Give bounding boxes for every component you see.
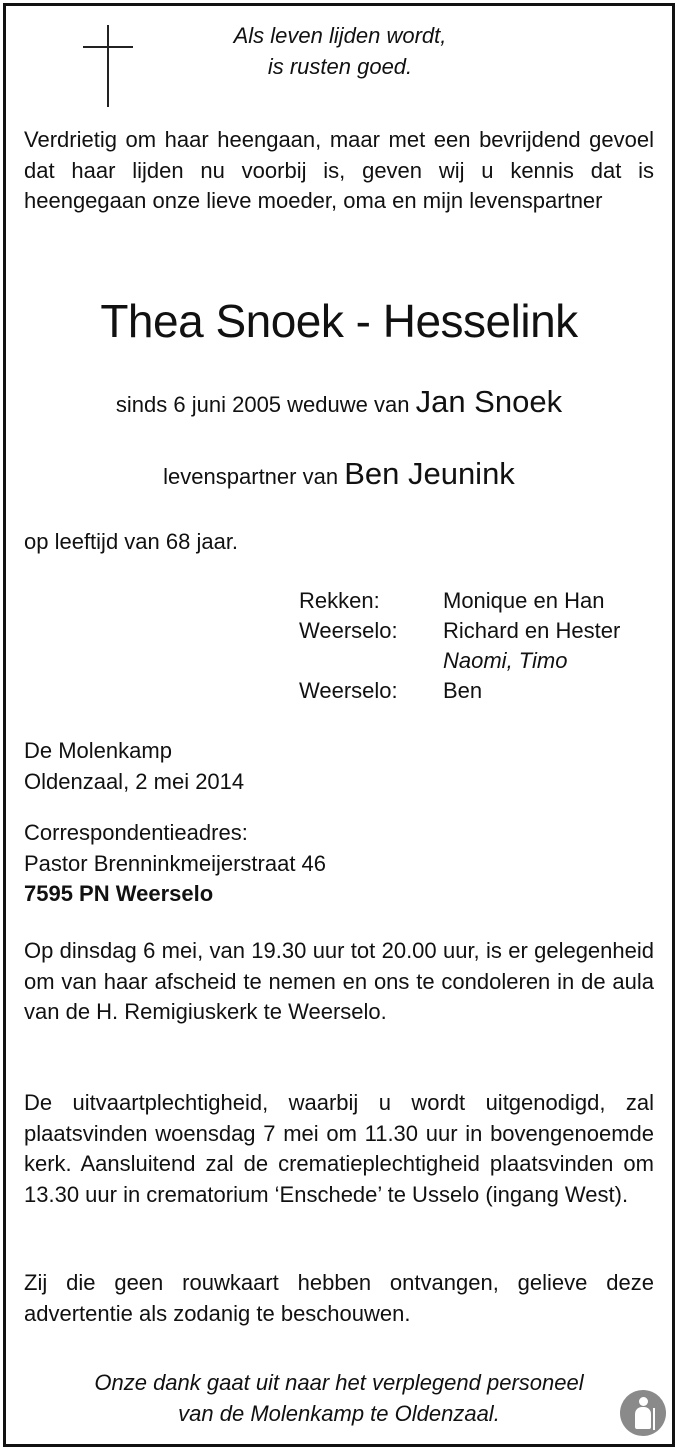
mourning-card-notice: Zij die geen rouwkaart hebben ontvangen, gelieve deze advertentie als zodanig te beschouwen. bbox=[24, 1270, 654, 1326]
relative-location: Rekken: bbox=[299, 588, 380, 613]
grandchildren-names: Naomi, Timo bbox=[443, 648, 568, 673]
motto-line-1: Als leven lijden wordt, bbox=[233, 23, 447, 48]
relative-names: Monique en Han bbox=[443, 588, 605, 613]
thanks-line-1: Onze dank gaat uit naar het verplegend personeel bbox=[94, 1370, 584, 1395]
condolence-text: Op dinsdag 6 mei, van 19.30 uur tot 20.00 uur, is er gelegenheid om van haar afscheid te nemen en ons te condoleren in de aula van de H. Remigiuskerk te Weerselo. bbox=[24, 938, 654, 1024]
place-line: De Molenkamp bbox=[24, 738, 172, 763]
age-text: op leeftijd van 68 jaar. bbox=[24, 529, 239, 554]
notice-border bbox=[3, 3, 675, 1447]
address-label: Correspondentieadres: bbox=[24, 820, 248, 845]
relative-names: Ben bbox=[443, 678, 483, 703]
widow-prefix: sinds 6 juni 2005 weduwe van bbox=[115, 392, 410, 417]
intro-text: Verdrietig om haar heengaan, maar met een bevrijdend gevoel dat haar lijden nu voorbij is, geven wij u kennis dat is heengegaan onze lieve moeder, oma en mijn levenspartner bbox=[24, 127, 654, 213]
deceased-name: Thea Snoek - Hesselink bbox=[100, 295, 578, 347]
late-husband-name: Jan Snoek bbox=[415, 384, 563, 419]
mourning-figure-logo-icon bbox=[620, 1390, 666, 1436]
address-postal: 7595 PN Weerselo bbox=[24, 881, 214, 906]
partner-line bbox=[0, 456, 678, 492]
thanks-text bbox=[30, 1367, 648, 1429]
relative-location: Weerselo: bbox=[299, 678, 398, 703]
correspondence-address bbox=[24, 818, 654, 910]
relative-location: Weerselo: bbox=[299, 618, 398, 643]
funeral-text: De uitvaartplechtigheid, waarbij u wordt uitgenodigd, zal plaatsvinden woensdag 7 mei om 11.30 uur in bovengenoemde kerk. Aansluitend zal de crematieplechtigheid plaatsvinden om 13.30 uur in crematorium ‘Enschede’ te Usselo (ingang West). bbox=[24, 1090, 654, 1207]
thanks-line-2: van de Molenkamp te Oldenzaal. bbox=[178, 1401, 500, 1426]
date-line: Oldenzaal, 2 mei 2014 bbox=[24, 768, 245, 794]
widow-line bbox=[0, 384, 678, 420]
partner-prefix: levenspartner van bbox=[163, 464, 339, 489]
place-date bbox=[24, 736, 654, 797]
motto-line-2: is rusten goed. bbox=[267, 54, 413, 79]
motto bbox=[140, 20, 540, 82]
partner-name: Ben Jeunink bbox=[344, 456, 515, 491]
relative-names: Richard en Hester bbox=[443, 618, 621, 643]
address-street: Pastor Brenninkmeijerstraat 46 bbox=[24, 850, 327, 876]
